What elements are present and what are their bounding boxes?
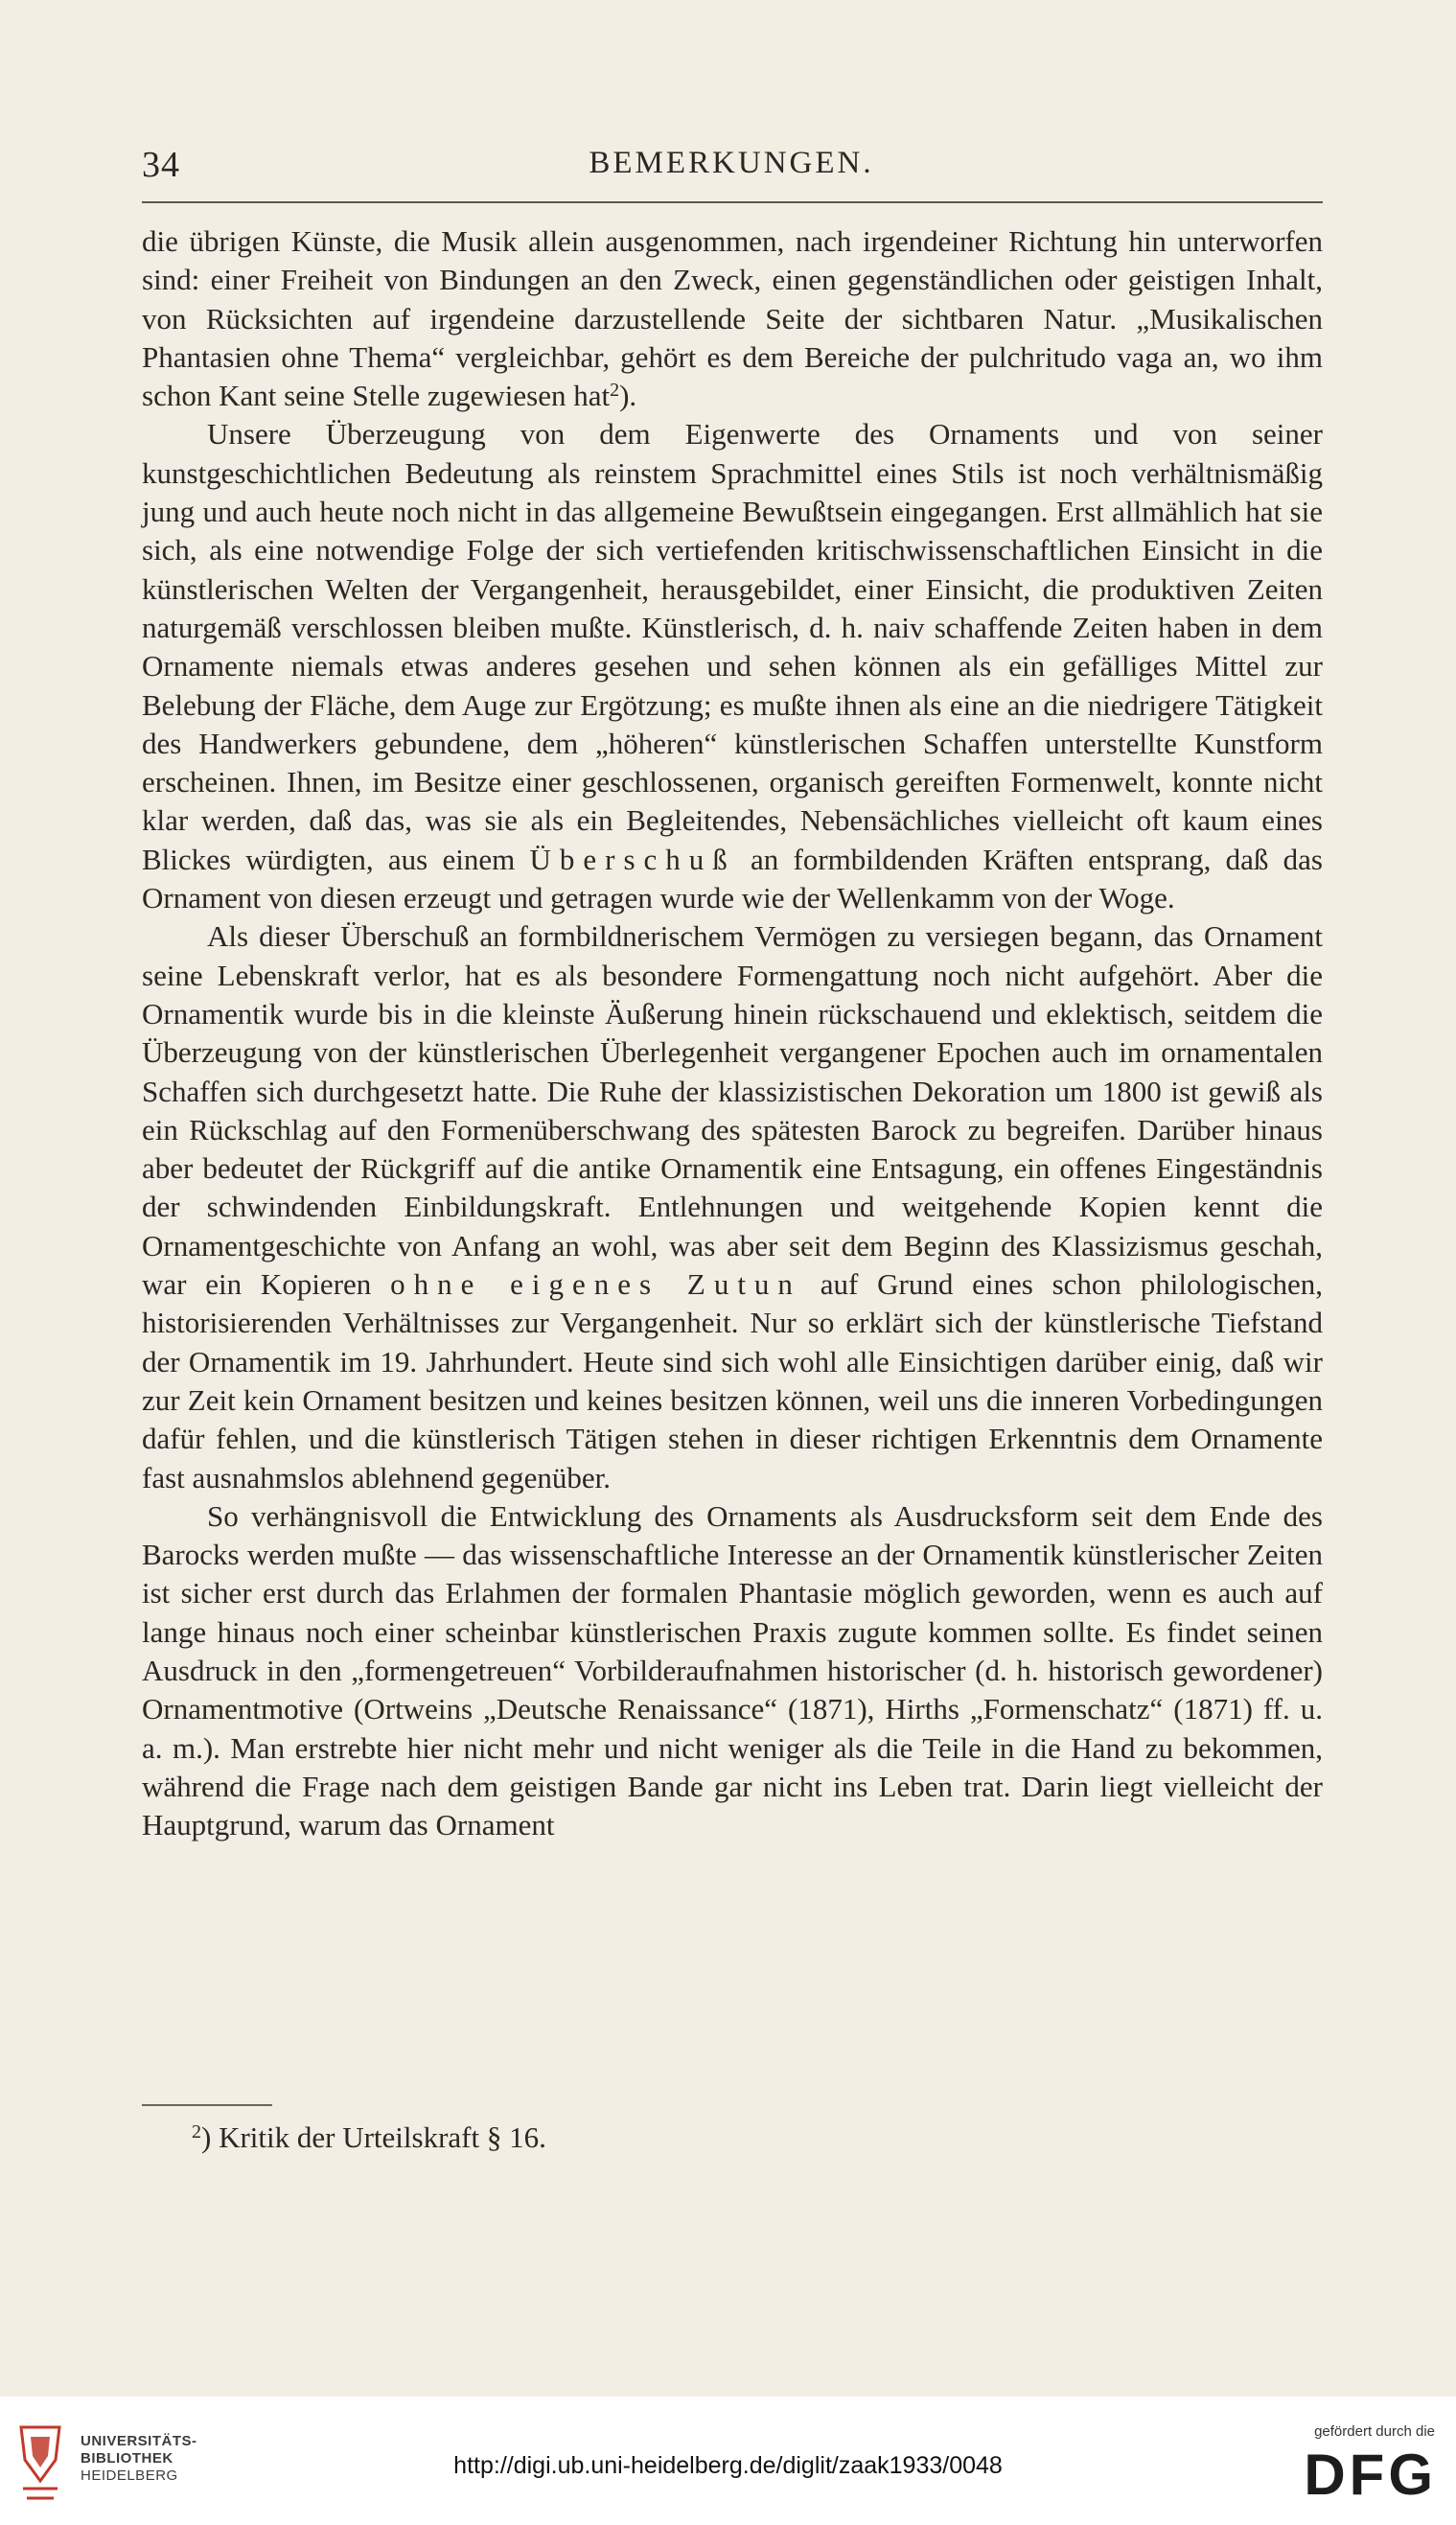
dfg-logo: DFG bbox=[1304, 2443, 1437, 2507]
paragraph-text: So verhängnisvoll die Entwicklung des Ornaments als Ausdrucksform seit dem Ende des Barocks werden mußte — das wissenschaftliche Interesse an der Ornamentik künstlerischer Zeiten ist sicher erst durch das Erlahmen der formalen Phantasie möglich geworden, wenn es auch auf lange hinaus noch einer scheinbar künstlerischen Praxis zugute kommen sollte. Es findet seinen Ausdruck in den „formengetreuen“ Vorbilderaufnahmen historischer (d. h. historisch gewordener) Ornamentmotive (Ortweins „Deutsche Renaissance“ (1871), Hirths „Formenschatz“ (1871) ff. u. a. m.). Man erstrebte hier nicht mehr und nicht weniger als die Teile in die Hand zu bekommen, während die Frage nach dem geistigen Bande gar nicht ins Leben trat. Darin liegt vielleicht der Hauptgrund, warum das Ornament bbox=[142, 1498, 1323, 1842]
body-text bbox=[142, 222, 1323, 1844]
library-line-3: HEIDELBERG bbox=[81, 2467, 178, 2484]
paragraph bbox=[142, 415, 1323, 917]
footnote-marker: 2 bbox=[192, 2121, 201, 2143]
paragraph-text: auf Grund eines schon philologischen, historisierenden Verhältnisses zur Vergangenheit. Nur so erklärt sich der künstlerische Tiefstand der Ornamentik im 19. Jahrhundert. Heute sind sich wohl alle Einsichtigen darüber einig, daß wir zur Zeit kein Ornament besitzen und keines besitzen können, weil uns die inneren Vorbedingungen dafür fehlen, und die künstlerisch Tätigen stehen in dieser richtigen Erkenntnis dem Ornamente fast ausnahmslos ablehnend gegenüber. bbox=[142, 1267, 1324, 1494]
paragraph-text: Unsere Überzeugung von dem Eigenwerte des Ornaments und von seiner kunstgeschichtlichen Bedeutung als reinstem Sprachmittel eines Stils ist noch verhältnismäßig jung und auch heute noch nicht in das allgemeine Bewußtsein eingegangen. Erst allmählich hat sie sich, als eine notwendige Folge der sich vertiefenden kritischwissenschaftlichen Einsicht in die künstlerischen Welten der Vergangenheit, herausgebildet, einer Einsicht, die produktiven Zeiten naturgemäß verschlossen bleiben mußte. Künstlerisch, d. h. naiv schaffende Zeiten haben in dem Ornamente niemals etwas anderes gesehen und sehen können als ein gefälliges Mittel zur Belebung der Fläche, dem Auge zur Ergötzung; es mußte ihnen als eine an die niedrigere Tätigkeit des Handwerkers gebundene, dem „höheren“ künstlerischen Schaffen unterstellte Kunstform erscheinen. Ihnen, im Besitze einer geschlossenen, organisch gereiften Formenwelt, konnte nicht klar werden, daß das, was sie als ein Begleitendes, Nebensächliches vielleicht oft kaum eines Blickes würdigten, aus einem bbox=[142, 417, 1323, 876]
footnote-reference: 2 bbox=[610, 380, 620, 402]
emphasis-spaced: Überschuß bbox=[529, 842, 736, 876]
paragraph-text: ). bbox=[619, 379, 637, 413]
page-number: 34 bbox=[142, 145, 180, 185]
footnote bbox=[192, 2120, 546, 2155]
paragraph bbox=[142, 917, 1323, 1496]
footnote-text: ) Kritik der Urteilskraft § 16. bbox=[201, 2120, 546, 2154]
paragraph-text: Als dieser Überschuß an formbildnerischem Vermögen zu versiegen begann, das Ornament seine Lebenskraft verlor, hat es als besondere Formengattung noch nicht aufgehört. Aber die Ornamentik wurde bis in die kleinste Äußerung hinein rückschauend und eklektisch, seitdem die Überzeugung von der künstlerischen Überlegenheit vergangener Epochen auch im ornamentalen Schaffen sich durchgesetzt hatte. Die Ruhe der klassizistischen Dekoration um 1800 ist gewiß als ein Rückschlag auf den Formenüberschwang des spätesten Barock zu begreifen. Darüber hinaus aber bedeutet der Rückgriff auf die antike Ornamentik eine Entsagung, ein offenes Eingeständnis der schwindenden Einbildungskraft. Entlehnungen und weitgehende Kopien kennt die Ornamentgeschichte von Anfang an wohl, was aber seit dem Beginn des Klassizismus geschah, war ein Kopieren bbox=[142, 919, 1323, 1302]
digitization-footer bbox=[0, 2397, 1456, 2525]
paragraph bbox=[142, 1497, 1323, 1845]
running-head: BEMERKUNGEN. bbox=[589, 146, 874, 180]
header-rule bbox=[142, 201, 1323, 203]
page-header bbox=[142, 144, 1321, 192]
footnote-rule bbox=[142, 2104, 272, 2106]
sponsor-note: gefördert durch die bbox=[1314, 2423, 1435, 2440]
library-line-2: BIBLIOTHEK bbox=[81, 2450, 173, 2467]
paragraph-text: an formbildenden Kräften entsprang, daß das Ornament von diesen erzeugt und getragen wurde wie der Wellenkamm von der Woge. bbox=[142, 842, 1323, 915]
library-line-1: UNIVERSITÄTS- bbox=[81, 2433, 197, 2449]
emphasis-spaced: ohne eigenes Zutun bbox=[390, 1267, 801, 1302]
paragraph-text: die übrigen Künste, die Musik allein ausgenommen, nach irgendeiner Richtung hin unterworfen sind: einer Freiheit von Bindungen an den Zweck, einen gegenständlichen oder geistigen Inhalt, von Rücksichten auf irgendeine darzustellende Seite der sichtbaren Natur. „Musikalischen Phantasien ohne Thema“ vergleichbar, gehört es dem Bereiche der pulchritudo vaga an, wo ihm schon Kant seine Stelle zugewiesen hat bbox=[142, 224, 1323, 413]
paragraph bbox=[142, 222, 1323, 415]
permalink-url[interactable]: http://digi.ub.uni-heidelberg.de/diglit/zaak1933/0048 bbox=[453, 2452, 1003, 2479]
